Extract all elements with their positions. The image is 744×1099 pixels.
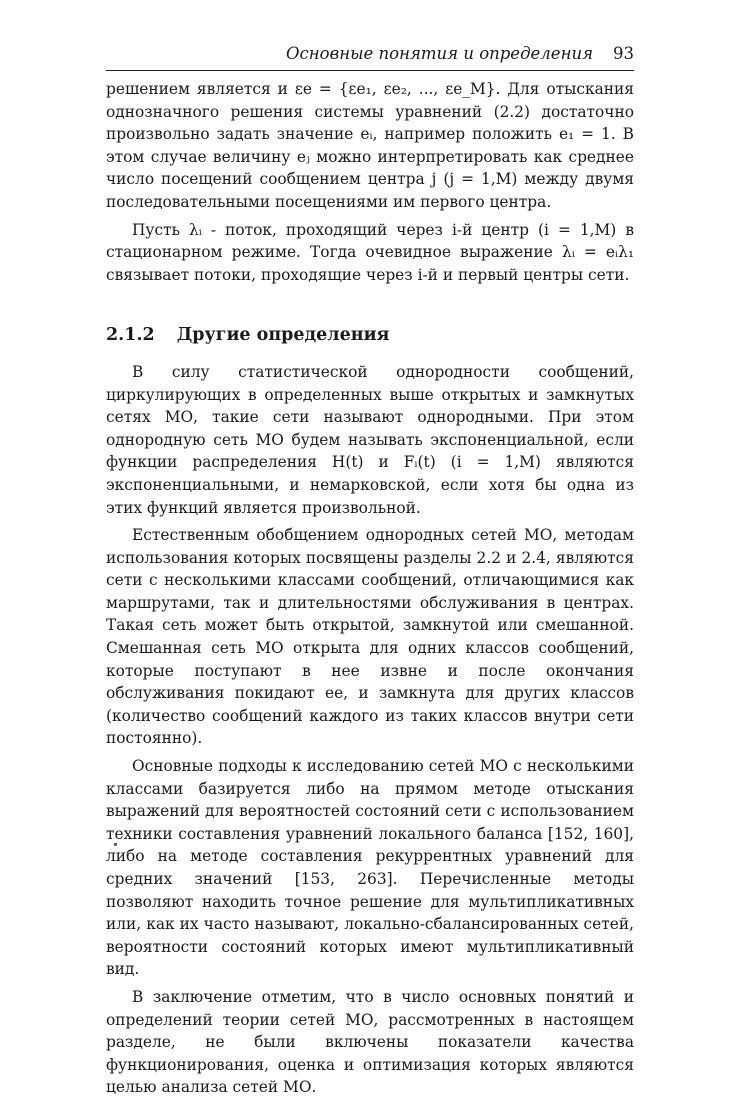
paragraph-4: Естественным обобщением однородных сетей МО, методам использования которых посвящены разделы 2.2 и 2.4, являются сети с несколькими классами сообщений, отличающимися как маршрутами, так и длительностями обслуживания в центрах. Такая сеть может быть открытой, замкнутой или смешанной. Смешанная сеть МО открыта для одних классов сообщений, которые поступают в нее извне и после окончания обслуживания покидают ее, и замкнута для других классов (количество сообщений каждого из таких классов внутри сети постоянно). [106, 526, 634, 748]
running-title: Основные понятия и определения [286, 44, 593, 63]
page-header [106, 44, 634, 63]
paragraph-5: Основные подходы к исследованию сетей МО с несколькими классами базируется либо на прямом методе отыскания выражений для вероятностей состояний сети с использованием техники составления уравнений локального баланса [152, 160], либо на методе составления рекуррентных уравнений для средних значений [153, 263]. Перечисленные методы позволяют находить точное решение для мультипликативных или, как их часто называют, локально-сбалансированных сетей, вероятности состояний которых имеют мультипликативный вид. [106, 757, 634, 979]
paragraph-2: Пусть λᵢ - поток, проходящий через i-й центр (i = 1,M) в стационарном режиме. Тогда очевидное выражение λᵢ = eᵢλ₁ связывает потоки, проходящие через i-й и первый центры сети. [106, 220, 634, 284]
page-number: 93 [613, 44, 634, 63]
section-heading [106, 324, 634, 347]
paragraph-1: решением является и εe = {εe₁, εe₂, ..., εe_M}. Для отыскания однозначного решения системы уравнений (2.2) достаточно произвольно задать значение eᵢ, например положить e₁ = 1. В этом случае величину eⱼ можно интерпретировать как среднее число посещений сообщением центра j (j = 1,M) между двумя последовательными посещениями им первого центра. [106, 80, 634, 211]
paragraph-3: В силу статистической однородности сообщений, циркулирующих в определенных выше открытых и замкнутых сетях МО, такие сети называют однородными. При этом однородную сеть МО будем называть экспоненциальной, если функции распределения H(t) и Fᵢ(t) (i = 1,M) являются экспоненциальными, и немарковской, если хотя бы одна из этих функций является произвольной. [106, 362, 634, 517]
header-rule [106, 70, 634, 71]
page-body [106, 78, 634, 1099]
section-number: 2.1.2 [106, 325, 155, 346]
section-title: Другие определения [176, 325, 390, 346]
paragraph-6: В заключение отметим, что в число основных понятий и определений теории сетей МО, рассмотренных в настоящем разделе, не были включены показатели качества функционирования, оценка и оптимизация которых являются целью анализа сетей МО. [106, 987, 634, 1097]
scan-speck [114, 843, 117, 846]
